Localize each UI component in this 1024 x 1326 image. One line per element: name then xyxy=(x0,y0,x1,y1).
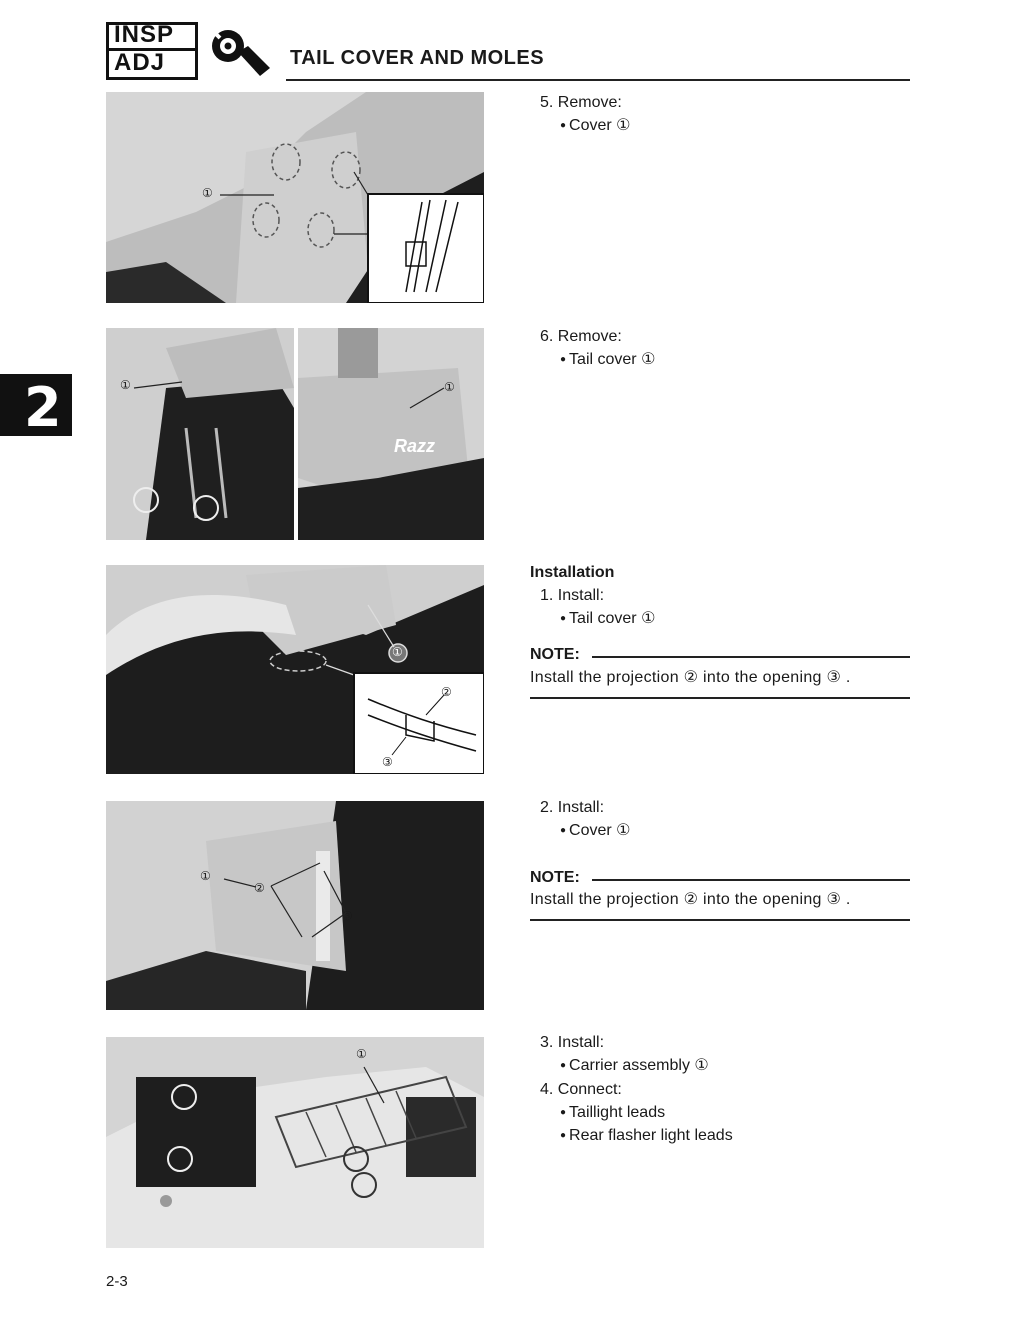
callout-2: ② xyxy=(441,685,452,699)
step-6-item: ● Tail cover ① xyxy=(560,348,655,373)
section-number: 2 xyxy=(24,376,62,439)
wrench-icon xyxy=(198,22,274,80)
install-step-4-item-2: ● Rear flasher light leads xyxy=(560,1124,733,1149)
photo-cover-removal xyxy=(106,92,484,303)
callout-1: ① xyxy=(392,645,403,659)
install-step-4-label: 4. Connect: xyxy=(540,1081,622,1098)
callout-1: ① xyxy=(120,378,131,392)
install-step-2-item: ● Cover ① xyxy=(560,819,631,844)
photo-install-cover xyxy=(106,801,484,1010)
photo-tail-cover-right xyxy=(298,328,484,540)
callout-3: ③ xyxy=(382,755,393,769)
callout-2: ② xyxy=(254,881,265,895)
photo-brand-text: Razz xyxy=(394,436,436,456)
note-2-bottom-rule xyxy=(530,919,910,921)
note-2-text: Install the projection ② into the opening ③ . xyxy=(530,891,851,908)
install-step-4-item-1: ● Taillight leads xyxy=(560,1101,665,1126)
photo-tail-cover-left xyxy=(106,328,294,540)
badge-text-box xyxy=(106,22,198,80)
note-2-top-rule xyxy=(592,879,910,881)
callout-3: ③ xyxy=(342,909,353,923)
note-1-label: NOTE: xyxy=(530,646,580,663)
page-title: TAIL COVER AND MOLES xyxy=(290,47,545,69)
badge-insp-text: INSP xyxy=(114,21,175,48)
install-step-3-item: ● Carrier assembly ① xyxy=(560,1054,709,1079)
note-1-top-rule xyxy=(592,656,910,658)
step-5-item: ● Cover ① xyxy=(560,114,631,139)
callout-1: ① xyxy=(202,186,213,200)
section-tab xyxy=(0,374,72,439)
callout-1: ① xyxy=(356,1047,367,1061)
title-rule xyxy=(286,79,910,81)
callout-1: ① xyxy=(444,380,455,394)
step-6-label: 6. Remove: xyxy=(540,328,622,345)
install-step-3-label: 3. Install: xyxy=(540,1034,605,1051)
install-step-1-label: 1. Install: xyxy=(540,587,605,604)
page-number: 2-3 xyxy=(106,1273,128,1290)
note-1-text: Install the projection ② into the opening ③ . xyxy=(530,669,851,686)
installation-heading: Installation xyxy=(530,564,615,581)
step-5-label: 5. Remove: xyxy=(540,94,622,111)
note-1-bottom-rule xyxy=(530,697,910,699)
callout-1: ① xyxy=(200,869,211,883)
badge-adj-text: ADJ xyxy=(114,49,166,76)
photo-carrier-assembly xyxy=(106,1037,484,1248)
install-step-1-item: ● Tail cover ① xyxy=(560,607,655,632)
install-step-2-label: 2. Install: xyxy=(540,799,605,816)
photo-install-tail-cover xyxy=(106,565,484,774)
note-2-label: NOTE: xyxy=(530,869,580,886)
